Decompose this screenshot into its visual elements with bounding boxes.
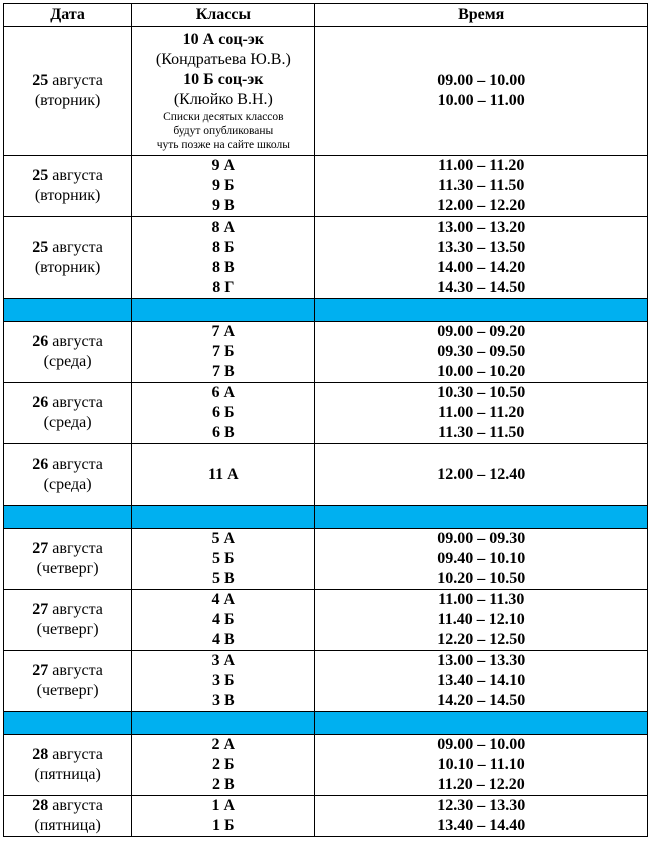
date-text bbox=[4, 539, 131, 559]
date-text bbox=[4, 745, 131, 765]
table-row bbox=[4, 796, 648, 837]
date-month: августа bbox=[48, 746, 103, 763]
class-label: 11 А bbox=[207, 465, 239, 483]
class-label: 3 В bbox=[211, 692, 235, 709]
date-cell bbox=[4, 651, 132, 712]
class-label: 5 В bbox=[211, 570, 235, 587]
date-day: 28 bbox=[32, 746, 49, 763]
time-slot: 10.00 – 10.20 bbox=[437, 363, 526, 380]
time-cell bbox=[315, 796, 648, 837]
class-label: 8 А bbox=[211, 218, 236, 236]
separator-row bbox=[4, 299, 648, 322]
time-slot: 11.40 – 12.10 bbox=[437, 611, 525, 628]
class-label: 7 А bbox=[211, 323, 236, 340]
classes-cell bbox=[132, 322, 315, 383]
class-label: 6 А bbox=[211, 384, 236, 401]
classes-cell bbox=[132, 796, 315, 837]
header-date: Дата bbox=[4, 4, 132, 27]
header-row bbox=[4, 4, 648, 27]
date-month: августа bbox=[48, 394, 103, 411]
weekday: (вторник) bbox=[34, 258, 101, 276]
time-slot: 11.00 – 11.30 bbox=[438, 591, 525, 608]
classes-cell bbox=[132, 444, 315, 506]
class-label: 4 Б bbox=[212, 611, 235, 628]
class-label: 6 В bbox=[211, 424, 235, 441]
time-cell bbox=[315, 735, 648, 796]
classes-cell bbox=[132, 529, 315, 590]
date-day: 25 bbox=[32, 72, 49, 89]
weekday: (среда) bbox=[43, 475, 92, 493]
time-cell bbox=[315, 383, 648, 444]
separator-cell bbox=[4, 299, 132, 322]
time-slot: 10.00 – 11.00 bbox=[437, 92, 525, 109]
date-cell bbox=[4, 156, 132, 217]
time-slot: 12.30 – 13.30 bbox=[437, 797, 526, 814]
separator-cell bbox=[132, 506, 315, 529]
time-slot: 09.00 – 09.30 bbox=[437, 530, 526, 547]
time-slot: 14.00 – 14.20 bbox=[437, 258, 526, 276]
table-row bbox=[4, 156, 648, 217]
date-text bbox=[4, 796, 131, 816]
separator-row bbox=[4, 712, 648, 735]
table-row bbox=[4, 735, 648, 796]
classes-cell bbox=[132, 217, 315, 299]
date-day: 26 bbox=[32, 333, 49, 350]
classes-cell bbox=[132, 735, 315, 796]
time-slot: 10.20 – 10.50 bbox=[437, 570, 526, 587]
date-day: 26 bbox=[32, 455, 49, 473]
class-label: 8 Г bbox=[212, 278, 235, 296]
table-row bbox=[4, 322, 648, 383]
date-text bbox=[4, 661, 131, 681]
date-text bbox=[4, 455, 131, 475]
time-slot: 10.10 – 11.10 bbox=[437, 756, 525, 773]
time-slot: 12.00 – 12.20 bbox=[437, 197, 526, 214]
date-month: августа bbox=[48, 540, 103, 557]
date-cell bbox=[4, 444, 132, 506]
class-label: 1 А bbox=[211, 797, 236, 814]
date-text bbox=[4, 166, 131, 186]
date-text bbox=[4, 332, 131, 352]
date-cell bbox=[4, 796, 132, 837]
separator-cell bbox=[132, 299, 315, 322]
date-month: августа bbox=[48, 167, 103, 184]
time-slot: 12.00 – 12.40 bbox=[437, 465, 526, 483]
class-label: 3 Б bbox=[212, 672, 235, 689]
separator-cell bbox=[315, 299, 648, 322]
class-label: 9 А bbox=[211, 157, 236, 174]
class-label: 6 Б bbox=[212, 404, 235, 421]
weekday: (четверг) bbox=[36, 682, 99, 699]
separator-cell bbox=[315, 712, 648, 735]
table-row bbox=[4, 27, 648, 156]
separator-cell bbox=[4, 712, 132, 735]
teacher-name: (Клюйко В.Н.) bbox=[173, 91, 273, 108]
time-slot: 09.00 – 10.00 bbox=[437, 72, 526, 89]
weekday: (пятница) bbox=[34, 817, 101, 834]
class-label: 10 Б соц-эк bbox=[183, 71, 264, 88]
class-label: 2 Б bbox=[212, 756, 235, 773]
table-row bbox=[4, 529, 648, 590]
date-cell bbox=[4, 590, 132, 651]
table-row bbox=[4, 590, 648, 651]
class-label: 8 Б bbox=[212, 238, 235, 256]
date-month: августа bbox=[48, 601, 103, 618]
time-slot: 11.00 – 11.20 bbox=[438, 157, 525, 174]
weekday: (четверг) bbox=[36, 621, 99, 638]
weekday: (вторник) bbox=[34, 92, 101, 109]
date-text bbox=[4, 600, 131, 620]
table-row bbox=[4, 383, 648, 444]
time-slot: 11.00 – 11.20 bbox=[438, 404, 525, 421]
schedule-table bbox=[3, 3, 648, 837]
header-time: Время bbox=[315, 4, 648, 27]
date-cell bbox=[4, 735, 132, 796]
note-line: будут опубликованы bbox=[173, 125, 274, 137]
weekday: (пятница) bbox=[34, 766, 101, 783]
date-month: августа bbox=[48, 333, 103, 350]
time-cell bbox=[315, 156, 648, 217]
time-slot: 11.20 – 12.20 bbox=[437, 776, 525, 793]
note-line: Списки десятых классов bbox=[163, 111, 284, 123]
date-cell bbox=[4, 383, 132, 444]
class-label: 5 Б bbox=[212, 550, 235, 567]
date-month: августа bbox=[48, 797, 103, 814]
time-slot: 09.30 – 09.50 bbox=[437, 343, 526, 360]
time-slot: 09.00 – 09.20 bbox=[437, 323, 526, 340]
class-label: 10 А соц-эк bbox=[182, 31, 264, 48]
date-text bbox=[4, 393, 131, 413]
time-slot: 10.30 – 10.50 bbox=[437, 384, 526, 401]
class-label: 4 А bbox=[211, 591, 236, 608]
class-label: 1 Б bbox=[212, 817, 235, 834]
class-label: 2 А bbox=[211, 736, 236, 753]
time-slot: 09.40 – 10.10 bbox=[437, 550, 526, 567]
separator-row bbox=[4, 506, 648, 529]
time-slot: 12.20 – 12.50 bbox=[437, 631, 526, 648]
time-slot: 11.30 – 11.50 bbox=[438, 177, 525, 194]
note-line: чуть позже на сайте школы bbox=[156, 139, 290, 151]
time-cell bbox=[315, 590, 648, 651]
date-month: августа bbox=[48, 72, 103, 89]
time-cell bbox=[315, 27, 648, 156]
time-cell bbox=[315, 217, 648, 299]
time-slot: 13.00 – 13.20 bbox=[437, 218, 526, 236]
separator-cell bbox=[4, 506, 132, 529]
date-cell bbox=[4, 322, 132, 383]
table-row bbox=[4, 651, 648, 712]
teacher-name: (Кондратьева Ю.В.) bbox=[155, 51, 291, 68]
date-day: 25 bbox=[32, 238, 49, 256]
header-classes: Классы bbox=[132, 4, 315, 27]
separator-cell bbox=[132, 712, 315, 735]
time-slot: 13.40 – 14.10 bbox=[437, 672, 526, 689]
class-label: 8 В bbox=[211, 258, 235, 276]
separator-cell bbox=[315, 506, 648, 529]
class-label: 7 Б bbox=[212, 343, 235, 360]
date-month: августа bbox=[48, 455, 103, 473]
classes-cell bbox=[132, 27, 315, 156]
weekday: (среда) bbox=[43, 414, 92, 431]
time-cell bbox=[315, 651, 648, 712]
time-slot: 13.40 – 14.40 bbox=[437, 817, 526, 834]
time-slot: 14.30 – 14.50 bbox=[437, 278, 526, 296]
class-label: 5 А bbox=[211, 530, 236, 547]
date-day: 26 bbox=[32, 394, 49, 411]
date-cell bbox=[4, 529, 132, 590]
weekday: (четверг) bbox=[36, 560, 99, 577]
time-slot: 09.00 – 10.00 bbox=[437, 736, 526, 753]
class-label: 2 В bbox=[211, 776, 235, 793]
class-label: 9 Б bbox=[212, 177, 235, 194]
date-day: 28 bbox=[32, 797, 49, 814]
date-month: августа bbox=[48, 662, 103, 679]
date-day: 27 bbox=[32, 662, 49, 679]
time-slot: 13.00 – 13.30 bbox=[437, 652, 526, 669]
date-month: августа bbox=[48, 238, 103, 256]
classes-cell bbox=[132, 590, 315, 651]
time-cell bbox=[315, 529, 648, 590]
date-text bbox=[4, 238, 131, 258]
table-row bbox=[4, 444, 648, 506]
classes-cell bbox=[132, 651, 315, 712]
classes-cell bbox=[132, 156, 315, 217]
class-label: 4 В bbox=[211, 631, 235, 648]
date-day: 25 bbox=[32, 167, 49, 184]
date-cell bbox=[4, 27, 132, 156]
weekday: (вторник) bbox=[34, 187, 101, 204]
class-label: 9 В bbox=[211, 197, 235, 214]
class-label: 7 В bbox=[211, 363, 235, 380]
time-slot: 14.20 – 14.50 bbox=[437, 692, 526, 709]
classes-cell bbox=[132, 383, 315, 444]
table-row bbox=[4, 217, 648, 299]
date-text bbox=[4, 71, 131, 91]
date-day: 27 bbox=[32, 540, 49, 557]
weekday: (среда) bbox=[43, 353, 92, 370]
time-cell bbox=[315, 322, 648, 383]
class-label: 3 А bbox=[211, 652, 236, 669]
time-slot: 13.30 – 13.50 bbox=[437, 238, 526, 256]
time-slot: 11.30 – 11.50 bbox=[438, 424, 525, 441]
date-day: 27 bbox=[32, 601, 49, 618]
date-cell bbox=[4, 217, 132, 299]
time-cell bbox=[315, 444, 648, 506]
